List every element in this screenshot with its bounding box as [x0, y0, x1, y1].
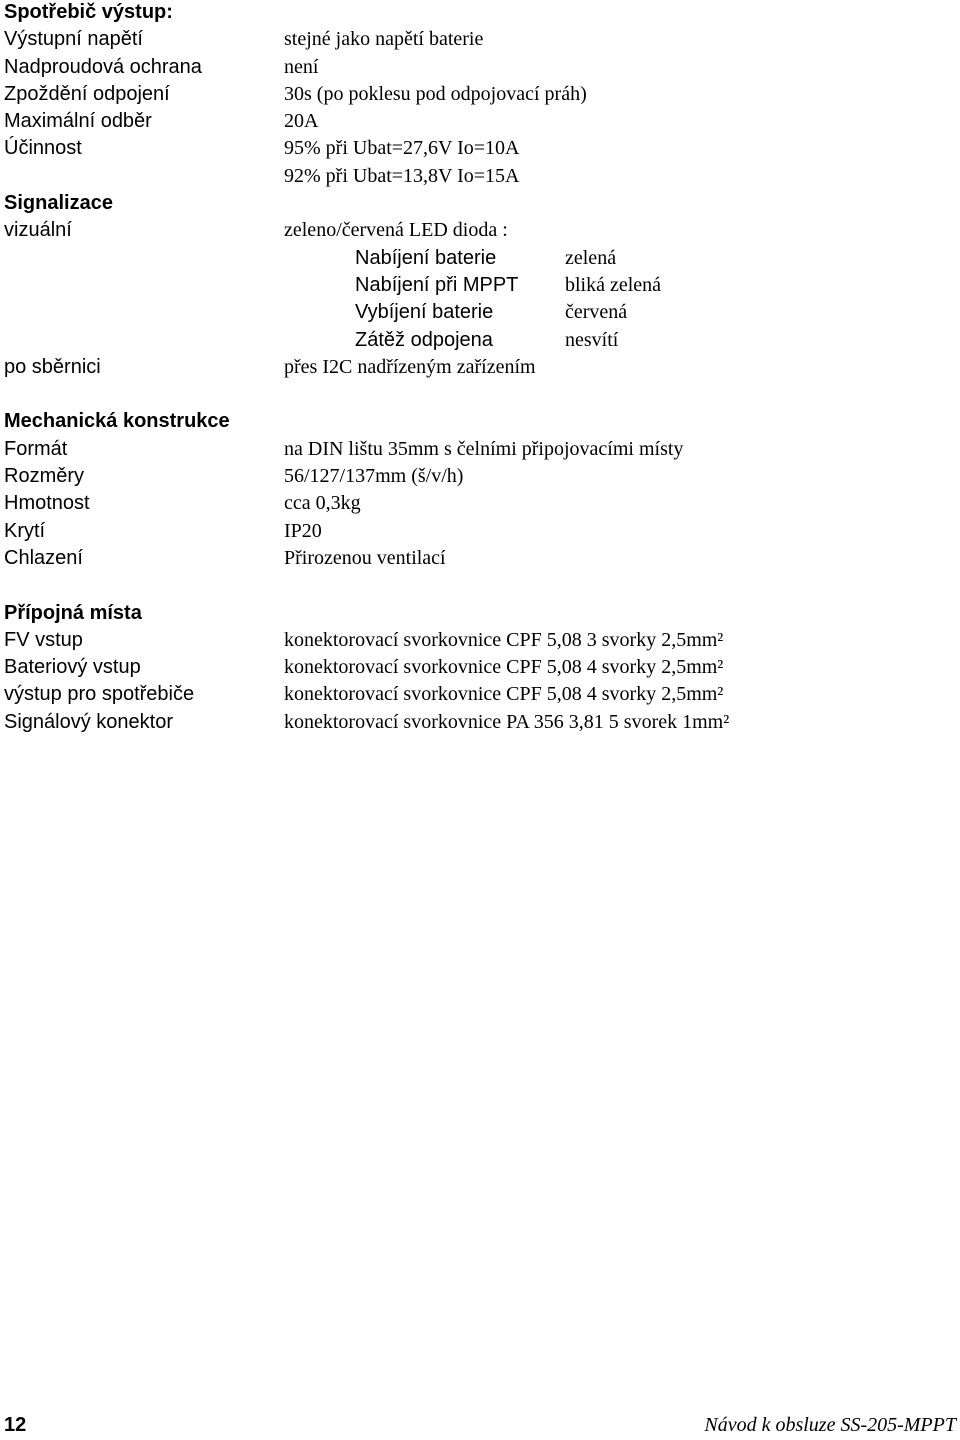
- led-state-label: Zátěž odpojena: [355, 328, 493, 351]
- led-state-color: červená: [565, 301, 628, 324]
- spec-row-efficiency-2: [4, 163, 956, 190]
- led-state-label: Nabíjení při MPPT: [355, 273, 519, 296]
- spec-label: Hmotnost: [4, 492, 90, 515]
- led-state-label: Vybíjení baterie: [355, 301, 494, 324]
- spec-value: 95% při Ubat=27,6V Io=10A: [284, 137, 520, 160]
- spec-label: Maximální odběr: [4, 110, 152, 133]
- spec-value: stejné jako napětí baterie: [284, 28, 484, 51]
- spec-row-consumer-output: [4, 681, 956, 708]
- spec-label: po sběrnici: [4, 355, 101, 378]
- spec-value: 56/127/137mm (š/v/h): [284, 465, 464, 488]
- led-state-row: [4, 327, 956, 354]
- spec-value: na DIN lištu 35mm s čelními připojovacími místy: [284, 437, 684, 460]
- spec-label: Výstupní napětí: [4, 28, 143, 51]
- spec-page: [4, 0, 956, 736]
- spec-row-format: [4, 436, 956, 463]
- spec-row-battery-input: [4, 654, 956, 681]
- spec-value: 92% při Ubat=13,8V Io=15A: [284, 164, 520, 187]
- spec-label: výstup pro spotřebiče: [4, 683, 195, 706]
- led-state-row: [4, 245, 956, 272]
- spec-row-cooling: [4, 545, 956, 572]
- spec-value: 20A: [284, 110, 319, 133]
- spec-value: IP20: [284, 519, 322, 542]
- spec-value: není: [284, 55, 319, 78]
- spec-row-signal-connector: [4, 709, 956, 736]
- spec-label: Bateriový vstup: [4, 656, 141, 679]
- spec-label: FV vstup: [4, 628, 83, 651]
- spec-label: Formát: [4, 437, 68, 460]
- spec-row-bus-signaling: [4, 354, 956, 381]
- led-state-row: [4, 272, 956, 299]
- spec-label: Signálový konektor: [4, 710, 173, 733]
- spec-label: vizuální: [4, 219, 72, 242]
- led-state-color: bliká zelená: [565, 273, 662, 296]
- spec-label: Účinnost: [4, 137, 82, 160]
- connections-heading: Přípojná místa: [4, 601, 142, 624]
- spec-value: přes I2C nadřízeným zařízením: [284, 355, 536, 378]
- spec-row-output-voltage: [4, 26, 956, 53]
- spec-value: 30s (po poklesu pod odpojovací práh): [284, 82, 587, 105]
- section-spacer: [4, 572, 956, 599]
- spec-value: Přirozenou ventilací: [284, 546, 446, 569]
- spec-value: konektorovací svorkovnice CPF 5,08 3 svorky 2,5mm²: [284, 628, 724, 651]
- spec-value: konektorovací svorkovnice CPF 5,08 4 svorky 2,5mm²: [284, 683, 724, 706]
- document-title: Návod k obsluze SS-205-MPPT: [704, 1414, 956, 1436]
- spec-label: Zpoždění odpojení: [4, 82, 170, 105]
- spec-row-max-current: [4, 108, 956, 135]
- consumer-output-heading: Spotřebič výstup:: [4, 1, 173, 23]
- spec-label: Nadproudová ochrana: [4, 55, 202, 78]
- spec-row-overcurrent-protection: [4, 54, 956, 81]
- led-state-label: Nabíjení baterie: [355, 246, 497, 269]
- spec-label: Chlazení: [4, 546, 83, 569]
- spec-row-visual-signaling: [4, 217, 956, 244]
- spec-label: Krytí: [4, 519, 46, 542]
- led-state-color: zelená: [565, 246, 617, 269]
- spec-value: konektorovací svorkovnice PA 356 3,81 5 svorek 1mm²: [284, 710, 730, 733]
- spec-row-ingress-protection: [4, 518, 956, 545]
- led-state-row: [4, 299, 956, 326]
- spec-value: zeleno/červená LED dioda :: [284, 219, 508, 242]
- spec-row-weight: [4, 490, 956, 517]
- mechanical-heading: Mechanická konstrukce: [4, 410, 230, 433]
- led-state-color: nesvítí: [565, 328, 619, 351]
- section-spacer: [4, 381, 956, 408]
- spec-row-dimensions: [4, 463, 956, 490]
- spec-value: cca 0,3kg: [284, 492, 361, 515]
- spec-row-efficiency: [4, 135, 956, 162]
- signaling-heading: Signalizace: [4, 192, 113, 215]
- spec-row-pv-input: [4, 627, 956, 654]
- spec-value: konektorovací svorkovnice CPF 5,08 4 svorky 2,5mm²: [284, 656, 724, 679]
- spec-row-disconnect-delay: [4, 81, 956, 108]
- page-number: 12: [4, 1414, 27, 1436]
- spec-label: Rozměry: [4, 465, 85, 488]
